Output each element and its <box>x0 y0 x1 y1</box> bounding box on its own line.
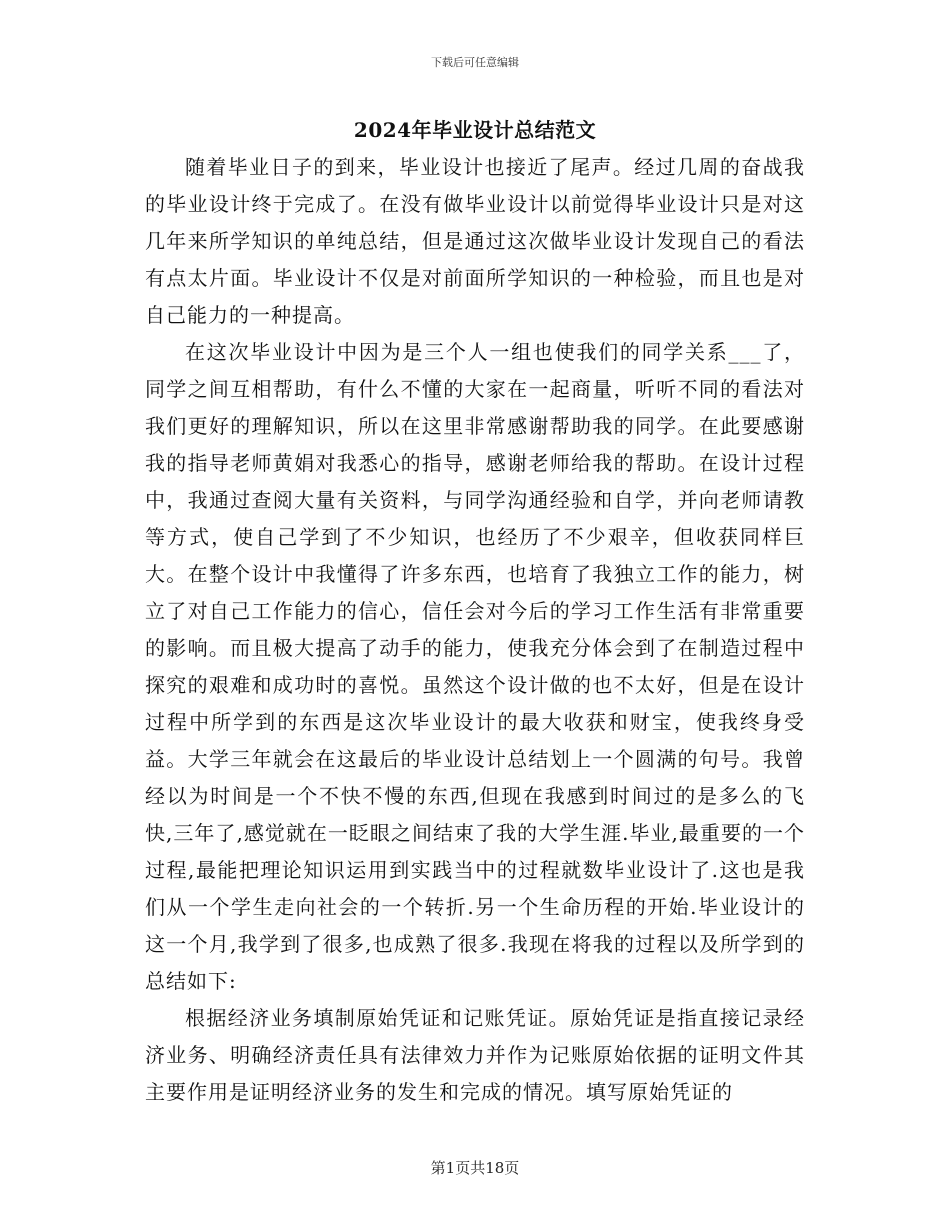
document-body <box>145 149 805 1111</box>
page-footer: 第1页共18页 <box>430 1159 520 1177</box>
document-title: 2024年毕业设计总结范文 <box>353 118 597 142</box>
paragraph-3: 根据经济业务填制原始凭证和记账凭证。原始凭证是指直接记录经济业务、明确经济责任具有法律效力并作为记账原始依据的证明文件其主要作用是证明经济业务的发生和完成的情况。填写原始凭证的 <box>145 1006 805 1104</box>
header-note: 下载后可任意编辑 <box>431 56 519 69</box>
paragraph-2: 在这次毕业设计中因为是三个人一组也使我们的同学关系___了，同学之间互相帮助，有什么不懂的大家在一起商量，听听不同的看法对我们更好的理解知识，所以在这里非常感谢帮助我的同学。在此要感谢我的指导老师黄娟对我悉心的指导，感谢老师给我的帮助。在设计过程中，我通过查阅大量有关资料，与同学沟通经验和自学，并向老师请教等方式，使自己学到了不少知识，也经历了不少艰辛，但收获同样巨大。在整个设计中我懂得了许多东西，也培育了我独立工作的能力，树立了对自己工作能力的信心，信任会对今后的学习工作生活有非常重要的影响。而且极大提高了动手的能力，使我充分体会到了在制造过程中探究的艰难和成功时的喜悦。虽然这个设计做的也不太好，但是在设计过程中所学到的东西是这次毕业设计的最大收获和财宝，使我终身受益。大学三年就会在这最后的毕业设计总结划上一个圆满的句号。我曾经以为时间是一个不快不慢的东西,但现在我感到时间过的是多么的飞快,三年了,感觉就在一眨眼之间结束了我的大学生涯.毕业,最重要的一个过程,最能把理论知识运用到实践当中的过程就数毕业设计了.这也是我们从一个学生走向社会的一个转折.另一个生命历程的开始.毕业设计的这一个月,我学到了很多,也成熟了很多.我现在将我的过程以及所学到的总结如下: <box>145 340 805 993</box>
paragraph-1: 随着毕业日子的到来，毕业设计也接近了尾声。经过几周的奋战我的毕业设计终于完成了。在没有做毕业设计以前觉得毕业设计只是对这几年来所学知识的单纯总结，但是通过这次做毕业设计发现自己的看法有点太片面。毕业设计不仅是对前面所学知识的一种检验，而且也是对自己能力的一种提高。 <box>145 155 805 327</box>
